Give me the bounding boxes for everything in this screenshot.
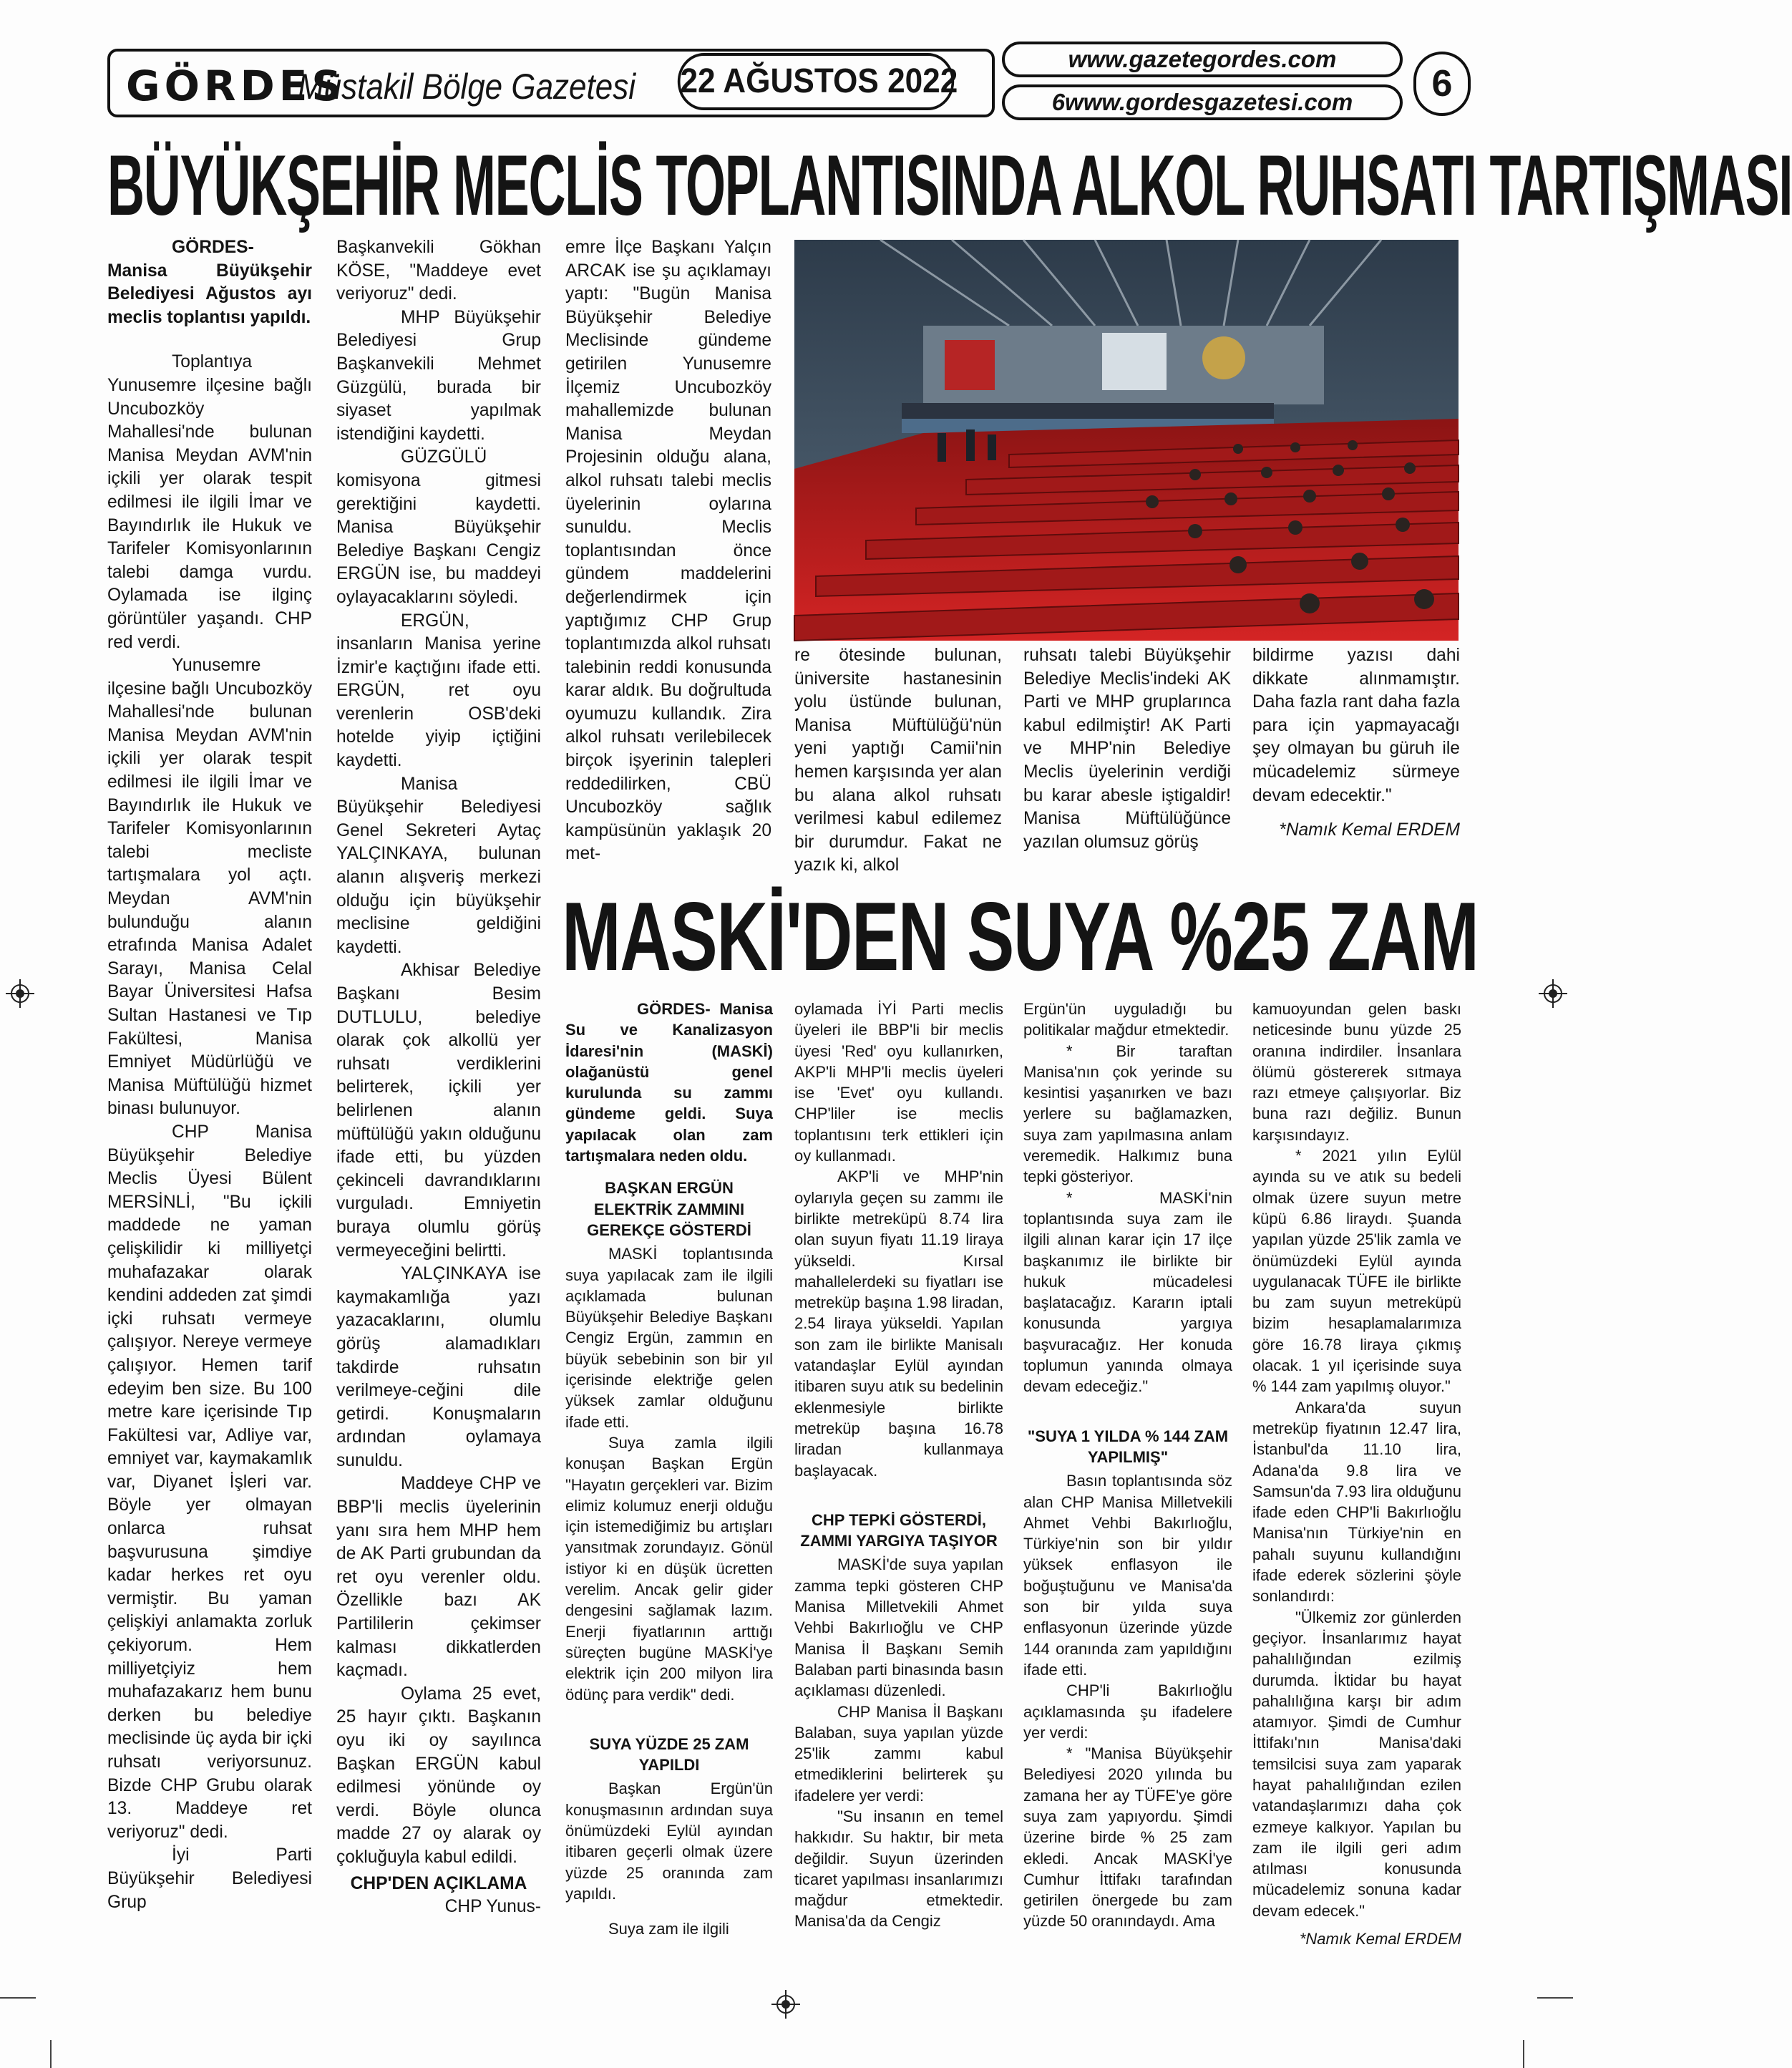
crop-mark [1537, 1997, 1573, 1999]
article2-paragraph: Suya zam ile ilgili [608, 1920, 729, 1938]
article2-paragraph: "Ülkemiz zor günlerden geçiyor. İnsanlarımız hayat pahalılığından ezilmiş durumda. İktidar bu hayat pahalılığına karşı bir adım atamıyor. Şimdi de Cumhur İttifakı'nın Manisa'daki temsilcisi suya zam yaparak hayat pahalılığından ezilen vatandaşlarımızı daha çok ezmeye kalkıyor. Yapılan bu zam ile ilgili geri adım atılması konusunda mücadelemiz sonuna kadar devam edecek." [1252, 1608, 1461, 1920]
article2-subhead: BAŞKAN ERGÜN ELEKTRİK ZAMMINI GEREKÇE GÖSTERDİ [587, 1179, 751, 1239]
article2-subhead: SUYA YÜZDE 25 ZAM YAPILDI [589, 1734, 749, 1775]
article1-paragraph: YALÇINKAYA ise kaymakamlığa yazı yazacaklarını, olumlu görüş alamadıkları takdirde ruhsatın verilmeye-ceğini dile getirdi. Konuşmaların ardından oylamaya sunuldu. [336, 1264, 541, 1470]
article1-paragraph: GÜZGÜLÜ komisyona gitmesi gerektiğini kaydetti. Manisa Büyükşehir Belediye Başkanı Cengiz ERGÜN ise, bu maddeyi oylayacaklarını söyledi. [336, 447, 541, 607]
article1-paragraph: ERGÜN, insanların Manisa yerine İzmir'e kaçtığını ifade etti. ERGÜN, ret oyu verenlerin OSB'deki hotelde yiyip içtiğini kaydetti. [336, 611, 541, 771]
article2-headline: MASKİ'DEN SUYA %25 ZAM [562, 882, 1479, 991]
article1-column-1 [107, 236, 312, 1914]
crop-mark [50, 2040, 52, 2068]
article1-lead: GÖRDES- Manisa Büyükşehir Belediyesi Ağustos ayı meclis toplantısı yapıldı. [107, 238, 312, 327]
article2-subhead: "SUYA 1 YILDA % 144 ZAM YAPILMIŞ" [1027, 1427, 1229, 1466]
article1-paragraph: İyi Parti Büyükşehir Belediyesi Grup [107, 1845, 312, 1912]
article2-paragraph: * MASKİ'nin toplantısında suya zam ile ilgili alınan karar için 17 ilçe başkanımız ile birlikte bir hukuk mücadelesi başlatacağız. Kararın iptali konusunda yargıya başvuracağız. Her konuda toplumun yanında olmaya devam edeceğiz." [1023, 1188, 1232, 1396]
article2-paragraph: CHP Manisa İl Başkanı Balaban, suya yapılan yüzde 25'lik zammı kabul etmediklerini belirterek şu ifadelere yer verdi: [794, 1702, 1003, 1805]
page-number: 6 [1413, 52, 1471, 116]
article1-paragraph: ruhsatı talebi Büyükşehir Belediye Meclis'indeki AK Parti ve MHP gruplarınca kabul edilmiştir! AK Parti ve MHP'nin Belediye Meclis üyelerinin verdiği bu karar abesle iştigaldir! Manisa Müftülüğünce yazılan olumsuz görüş [1023, 646, 1231, 852]
article2-paragraph: Basın toplantısında söz alan CHP Manisa Milletvekili Ahmet Vehbi Bakırlıoğlu, Türkiye'nin son bir yıldır yüksek enflasyon ile boğuştuğunu ve Manisa'da son bir yılda suya enflasyonun üzerinde yüzde 144 oranında zam yapıldığını ifade etti. [1023, 1472, 1232, 1679]
article1-paragraph: Yunusemre ilçesine bağlı Uncubozköy Mahallesi'nde bulunan Manisa Meydan AVM'nin içkili yer olarak tespit edilmesi ile ilgili İmar ve Bayındırlık ile Hukuk ve Tarifeler Komisyonlarının talebi mecliste tartışmalara yol açtı. Meydan AVM'nin bulunduğu alanın etrafında Manisa Adalet Sarayı, Manisa Celal Bayar Üniversitesi Hafsa Sultan Hastanesi ve Tıp Fakültesi, Manisa Emniyet Müdürlüğü ve Manisa Müftülüğü hizmet binası bulunuyor. [107, 656, 312, 1119]
meclis-hall-illustration [794, 240, 1459, 641]
article1-column-2 [336, 236, 541, 1919]
article1-paragraph: CHP Manisa Büyükşehir Belediye Meclis Üyesi Bülent MERSİNLİ, "Bu içkili maddede ne yaman çelişkilidir ki milliyetçi muhafazakar olarak kendini addeden zat şimdi içki ruhsatı vermeye çalışıyor. Nereye vermeye çalışıyor. Hemen tarif edeyim ben size. Bu 100 metre kare içerisinde Tıp Fakültesi var, Adliye var, emniyet var, kaymakamlık var, Diyanet İşleri var. Böyle yer olmayan onlarca ruhsat başvurusuna şimdiye kadar herkes ret oyu vermiştir. Bu yaman çelişkiyi anlamakta zorluk çekiyorum. Hem milliyetçiyiz hem muhafazakarız hem bunu derken bu belediye meclisinde üç ayda bir içki ruhsatı veriyorsunuz. Bizde CHP Grubu olarak 13. Maddeye ret veriyoruz" dedi. [107, 1122, 312, 1842]
article2-column-1 [565, 999, 773, 1939]
crop-mark [0, 1997, 36, 1999]
article2-paragraph: kamuoyundan gelen baskı neticesinde bunu yüzde 25 oranına indirdiler. İnsanlara ölümü göstererek sıtmaya razı etmeye çalışıyorlar. Biz buna razı değiliz. Bunun karşısındayız. [1252, 1000, 1461, 1144]
article2-paragraph: Suya zamla ilgili konuşan Başkan Ergün "Hayatın gerçekleri var. Bizim elimiz kolumuz enerji olduğu için istemediğimiz bu artışları yansıtmak zorundayız. Gönül istiyor ki en düşük ücretten verelim. Ancak gelir gider dengesini sağlamak lazım. Enerji fiyatlarının arttığı süreçten bugüne MASKİ'ye elektrik için 200 milyon lira ödünç para verdik" dedi. [565, 1433, 773, 1704]
article1-subhead: CHP'DEN AÇIKLAMA [350, 1873, 527, 1893]
article1-paragraph: Manisa Büyükşehir Belediyesi Genel Sekreteri Aytaç YALÇINKAYA, bulunan alanın alışveriş merkezi olduğu için büyükşehir meclisine geldiğini kaydetti. [336, 774, 541, 957]
article1-paragraph: Toplantıya Yunusemre ilçesine bağlı Uncubozköy Mahallesi'nde bulunan Manisa Meydan AVM'nin içkili yer olarak tespit edilmesi ile ilgili İmar ve Bayındırlık ile Hukuk ve Tarifeler Komisyonlarının talebi damga vurdu. Oylamada ise ilginç görüntüler yaşandı. CHP red verdi. [107, 352, 312, 652]
article2-paragraph: MASKİ toplantısında suya yapılacak zam ile ilgili açıklamada bulunan Büyükşehir Belediye Başkanı Cengiz Ergün, zammın en büyük sebebinin son bir yıl içerisinde elektriğe gelen yüksek zamlar olduğunu ifade etti. [565, 1245, 773, 1431]
article2-paragraph: oylamada İYİ Parti meclis üyeleri ile BBP'li bir meclis üyesi 'Red' oyu kullanırken, AKP'li MHP'li meclis üyeleri ise 'Evet' oyu kullandı. CHP'liler ise meclis toplantısını terk ettikleri için oy kullanmadı. [794, 1000, 1003, 1165]
website-link-2[interactable]: 6www.gordesgazetesi.com [1002, 84, 1403, 120]
registration-mark-icon [1539, 979, 1567, 1008]
newspaper-name: GÖRDES [126, 62, 346, 110]
article2-paragraph: "Su insanın en temel hakkıdır. Su haktır, bir meta değildir. Suyun üzerinden ticaret yapılması insanlarımızı mağdur etmektedir. Manisa'da da Cengiz [794, 1807, 1003, 1931]
article2-paragraph: Ergün'ün uyguladığı bu politikalar mağdur etmektedir. [1023, 1000, 1232, 1039]
article1-column-4 [794, 644, 1002, 878]
article2-paragraph: Başkan Ergün'ün konuşmasının ardından suya önümüzdeki Eylül ayından itibaren geçerli olmak üzere yüzde 25 oranında zam yapıldı. [565, 1780, 773, 1903]
article1-paragraph: CHP Yunus- [444, 1897, 541, 1917]
article2-column-2 [794, 999, 1003, 1932]
article1-paragraph: Başkanvekili Gökhan KÖSE, "Maddeye evet veriyoruz" dedi. [336, 238, 541, 304]
website-link-1[interactable]: www.gazetegordes.com [1002, 42, 1403, 77]
article2-column-3 [1023, 999, 1232, 1932]
meclis-hall-photo [794, 240, 1459, 641]
article1-paragraph: Oylama 25 evet, 25 hayır çıktı. Başkanın oyu iki oy sayılınca Başkan ERGÜN kabul edilmesi yönünde oy verdi. Böyle olunca madde 27 oy alarak oy çokluğuyla kabul edildi. [336, 1684, 541, 1867]
article2-lead: GÖRDES- Manisa Su ve Kanalizasyon İdaresi'nin (MASKİ) olağanüstü genel kurulunda su zammı gündeme geldi. Suya yapılacak olan zam tartışmalara neden oldu. [565, 1000, 773, 1165]
article2-paragraph: AKP'li ve MHP'nin oylarıyla geçen su zammı ile birlikte metreküpü 8.74 lira olan suyun fiyatı 11.19 liraya yükseldi. Kırsal mahallelerdeki su fiyatları ise metreküp başına 1.98 liradan, 2.54 liraya yükseldi. Yapılan son zam ile birlikte Manisalı vatandaşlar Eylül ayından itibaren suyu atık su bedelinin eklenmesiyle birlikte metreküp başına 16.78 liradan kullanmaya başlayacak. [794, 1168, 1003, 1480]
masthead [107, 42, 1471, 120]
article1-headline: BÜYÜKŞEHİR MECLİS TOPLANTISINDA ALKOL RUHSATI TARTIŞMASI [107, 137, 1792, 233]
newspaper-subtitle: Müstakil Bölge Gazetesi [298, 67, 636, 107]
article1-paragraph: MHP Büyükşehir Belediyesi Grup Başkanvekili Mehmet Güzgülü, burada bir siyaset yapılmak istendiğini kaydetti. [336, 307, 541, 444]
article2-paragraph: * "Manisa Büyükşehir Belediyesi 2020 yılında bu zamana her ay TÜFE'ye göre suya zam yapıyordu. Şimdi üzerine birde % 25 zam ekledi. Ancak MASKİ'ye Cumhur İttifakı tarafından getirilen önergede bu zam yüzde 50 oranındaydı. Ama [1023, 1744, 1232, 1931]
article2-column-4 [1252, 999, 1461, 1949]
article1-paragraph: emre İlçe Başkanı Yalçın ARCAK ise şu açıklamayı yaptı: "Bugün Manisa Büyükşehir Belediye Meclisinde gündeme getirilen Yunusemre İlçemiz Uncubozköy mahallemizde bulunan Manisa Meydan Projesinin olduğu alana, alkol ruhsatı talebi meclis üyelerinin oylarına sunuldu. Meclis toplantısından önce gündem maddelerini değerlendirmek için yaptığımız CHP Grup toplantımızda alkol ruhsatı talebinin reddi konusunda karar aldık. Bu doğrultuda oyumuzu kullandık. Zira alkol ruhsatı verilebilecek birçok işyerinin talepleri reddedilirken, CBÜ Uncubozköy sağlık kampüsünün yaklaşık 20 met- [565, 238, 771, 864]
article2-paragraph: CHP'li Bakırlıoğlu açıklamasında şu ifadelere yer verdi: [1023, 1681, 1232, 1742]
article1-paragraph: re ötesinde bulunan, üniversite hastanesinin yolu üstünde bulunan, Manisa Müftülüğü'nün yeni yaptığı Camii'nin hemen karşısında yer alan bu alana alkol ruhsatı verilmesi kabul edilemez bir durumdur. Fakat ne yazık ki, alkol [794, 646, 1002, 875]
issue-date: 22 AĞUSTOS 2022 [678, 53, 954, 110]
article1-paragraph: Akhisar Belediye Başkanı Besim DUTLULU, belediye olarak çok alkollü yer ruhsatı verdiklerini belirterek, içkili yer belirlenen alanın müftülüğü yakın olduğunu ifade etti, bu yüzden çekinceli davrandıklarını vurguladı. Emniyetin buraya olumlu görüş vermeyeceğini belirtti. [336, 961, 541, 1261]
article1-column-5 [1023, 644, 1231, 854]
screen-left-icon [945, 340, 995, 390]
article1-paragraph: Maddeye CHP ve BBP'li meclis üyelerinin yanı sıra hem MHP hem de AK Parti grubundan da ret oyu verenler oldu. Özellikle bazı AK Partililerin çekimser kalması dikkatlerden kaçmadı. [336, 1474, 541, 1681]
registration-mark-icon [6, 979, 34, 1008]
article2-signature: *Namık Kemal ERDEM [1299, 1930, 1461, 1948]
registration-mark-icon [771, 1990, 800, 2019]
article2-paragraph: Ankara'da suyun metreküp fiyatının 12.47 lira, İstanbul'da 11.10 lira, Adana'da 9.8 lira ve Samsun'da 7.93 lira olduğunu ifade eden CHP'li Bakırlıoğlu Manisa'nın Türkiye'nin en pahalı suyunu kullandığını ifade ederek sözlerini şöyle sonlandırdı: [1252, 1398, 1461, 1606]
article2-paragraph: * Bir taraftan Manisa'nın çok yerinde su kesintisi yaşanırken ve bazı yerlere su bağlamazken, suya zam yapılmasına anlam veremedik. Halkımız buna tepki gösteriyor. [1023, 1042, 1232, 1186]
article2-paragraph: * 2021 yılın Eylül ayında su ve atık su bedeli olmak üzere suyun metre küpü 6.86 liraydı. Şuanda yapılan yüzde 25'lik zamla ve önümüzdeki Eylül ayında uygulanacak TÜFE ile birlikte bu zam suyun metreküpü bizim hesaplamalarımıza göre 16.78 liraya çıkmış olacak. 1 yıl içerisinde suya % 144 zam yapılmış oluyor." [1252, 1147, 1461, 1396]
article1-paragraph: bildirme yazısı dahi dikkate alınmamıştır. Daha fazla rant daha fazla para için yapmayacağı şey olmayan bu güruh ile mücadelemiz sürmeye devam edecektir." [1252, 646, 1460, 805]
crop-mark [1523, 2040, 1524, 2068]
article1-column-6 [1252, 644, 1460, 843]
article1-signature: *Namık Kemal ERDEM [1279, 820, 1460, 840]
article2-subhead: CHP TEPKİ GÖSTERDİ, ZAMMI YARGIYA TAŞIYOR [800, 1510, 998, 1550]
emblem-icon [1202, 336, 1245, 379]
stage-screen-icon [1102, 333, 1167, 390]
article1-column-3 [565, 236, 771, 866]
article2-paragraph: MASKİ'de suya yapılan zamma tepki gösteren CHP Manisa Milletvekili Ahmet Vehbi Bakırlıoğlu ve CHP Manisa İl Başkanı Semih Balaban parti binasında basın açıklaması düzenledi. [794, 1555, 1003, 1700]
